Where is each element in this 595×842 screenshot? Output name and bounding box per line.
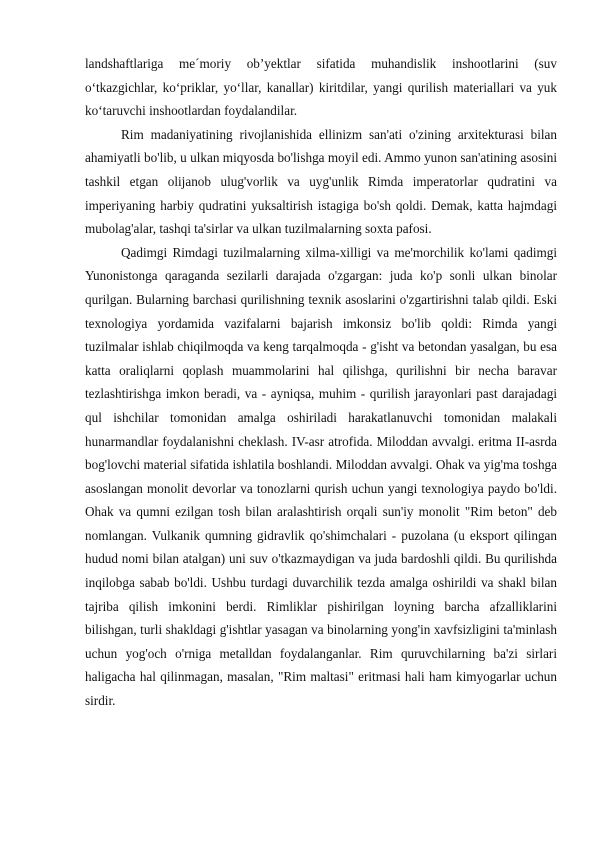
document-page <box>85 52 557 713</box>
paragraph-construction: Qadimgi Rimdagi tuzilmalarning xilma-xilligi va me'morchilik ko'lami qadimgi Yunonistonga qaraganda sezilarli darajada o'zgargan: juda ko'p sonli ulkan binolar qurilgan. Bularning barchasi qurilishning texnik asoslarini o'zgartirishni talab qildi. Eski texnologiya yordamida vazifalarni bajarish imkonsiz bo'lib qoldi: Rimda yangi tuzilmalar ishlab chiqilmoqda va keng tarqalmoqda - g'isht va betondan yasalgan, bu esa katta oraliqlarni qoplash muammolarini hal qilishga, qurilishni bir necha baravar tezlashtirishga imkon beradi, va - ayniqsa, muhim - qurilish jarayonlari past darajadagi qul ishchilar tomonidan amalga oshiriladi harakatlanuvchi tomonidan malakali hunarmandlar foydalanishni cheklash. IV-asr atrofida. Miloddan avvalgi. eritma II-asrda bog'lovchi material sifatida ishlatila boshlandi. Miloddan avvalgi. Ohak va yig'ma toshga asoslangan monolit devorlar va tonozlarni qurish uchun yangi texnologiya paydo bo'ldi. Ohak va qumni ezilgan tosh bilan aralashtirish orqali sun'iy monolit "Rim beton" deb nomlangan. Vulkanik qumning gidravlik qo'shimchalari - puzolana (u eksport qilingan hudud nomi bilan atalgan) uni suv o'tkazmaydigan va juda bardoshli qildi. Bu qurilishda inqilobga sabab bo'ldi. Ushbu turdagi duvarchilik tezda amalga oshirildi va shakl bilan tajriba qilish imkonini berdi. Rimliklar pishirilgan loyning barcha afzalliklarini bilishgan, turli shakldagi g'ishtlar yasagan va binolarning yong'in xavfsizligini ta'minlash uchun yog'och o'rniga metalldan foydalanganlar. Rim quruvchilarning ba'zi sirlari haligacha hal qilinmagan, masalan, "Rim maltasi" eritmasi hali ham kimyogarlar uchun sirdir. <box>85 244 557 709</box>
paragraph-intro: landshaftlariga me´moriy ob’yektlar sifatida muhandislik inshootlarini (suv o‘tkazgichlar, ko‘priklar, yo‘llar, kanallar) kiritdilar, yangi qurilish materiallari va yuk ko‘taruvchi inshootlardan foydalandilar. <box>85 56 557 119</box>
paragraph-hellenism: Rim madaniyatining rivojlanishida ellinizm san'ati o'zining arxitekturasi bilan ahamiyatli bo'lib, u ulkan miqyosda bo'lishga moyil edi. Ammo yunon san'atining asosini tashkil etgan olijanob ulug'vorlik va uyg'unlik Rimda imperatorlar qudratini va imperiyaning harbiy qudratini yuksaltirish istagiga bo'sh qoldi. Demak, katta hajmdagi mubolag'alar, tashqi ta'sirlar va ulkan tuzilmalarning soxta pafosi. <box>85 126 557 237</box>
